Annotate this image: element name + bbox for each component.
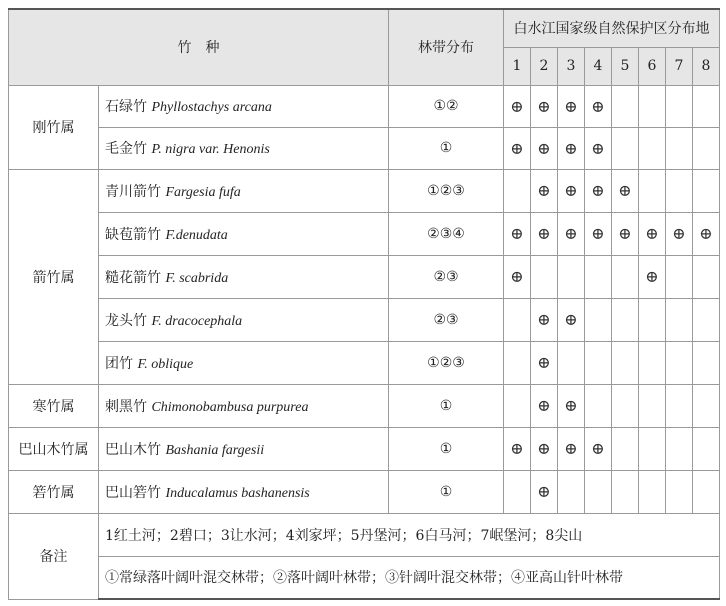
site-6-cell bbox=[639, 255, 666, 298]
forest-belt-cell: ②③④ bbox=[389, 212, 504, 255]
presence-mark: ⊕ bbox=[564, 138, 578, 158]
presence-mark: ⊕ bbox=[645, 224, 659, 243]
site-4-cell bbox=[585, 384, 612, 427]
presence-mark: ⊕ bbox=[564, 396, 578, 415]
site-header-8: 8 bbox=[693, 47, 720, 85]
site-2-cell bbox=[531, 470, 558, 513]
table-row bbox=[9, 169, 720, 212]
site-1-cell bbox=[504, 384, 531, 427]
site-1-cell bbox=[504, 427, 531, 470]
site-6-cell bbox=[639, 85, 666, 127]
site-7-cell bbox=[666, 169, 693, 212]
presence-mark: ⊕ bbox=[672, 224, 686, 243]
site-4-cell bbox=[585, 470, 612, 513]
species-chinese-name: 刺黑竹 bbox=[105, 398, 147, 415]
site-6-cell bbox=[639, 212, 666, 255]
forest-belt-cell: ① bbox=[389, 127, 504, 169]
species-chinese-name: 糙花箭竹 bbox=[105, 269, 161, 286]
site-2-cell bbox=[531, 169, 558, 212]
site-8-cell bbox=[693, 427, 720, 470]
genus-cell: 巴山木竹属 bbox=[9, 427, 99, 470]
site-header-7: 7 bbox=[666, 47, 693, 85]
site-4-cell bbox=[585, 169, 612, 212]
forest-belt-cell: ②③ bbox=[389, 255, 504, 298]
site-4-cell bbox=[585, 298, 612, 341]
presence-mark: ⊕ bbox=[699, 224, 713, 243]
site-header-2: 2 bbox=[531, 47, 558, 85]
site-2-cell bbox=[531, 85, 558, 127]
presence-mark: ⊕ bbox=[618, 224, 632, 243]
species-chinese-name: 青川箭竹 bbox=[105, 183, 161, 200]
site-6-cell bbox=[639, 384, 666, 427]
site-5-cell bbox=[612, 427, 639, 470]
species-chinese-name: 缺苞箭竹 bbox=[105, 226, 161, 243]
site-3-cell bbox=[558, 169, 585, 212]
presence-mark: ⊕ bbox=[510, 96, 524, 116]
site-3-cell bbox=[558, 470, 585, 513]
site-8-cell bbox=[693, 127, 720, 169]
site-6-cell bbox=[639, 427, 666, 470]
species-latin-name: F.denudata bbox=[165, 227, 228, 243]
species-cell bbox=[99, 298, 389, 341]
presence-mark: ⊕ bbox=[591, 138, 605, 158]
site-1-cell bbox=[504, 85, 531, 127]
table-row bbox=[9, 470, 720, 513]
site-3-cell bbox=[558, 427, 585, 470]
site-7-cell bbox=[666, 470, 693, 513]
site-header-5: 5 bbox=[612, 47, 639, 85]
site-3-cell bbox=[558, 85, 585, 127]
site-8-cell bbox=[693, 85, 720, 127]
site-7-cell bbox=[666, 127, 693, 169]
presence-mark: ⊕ bbox=[591, 439, 605, 458]
species-latin-name: F. oblique bbox=[137, 356, 194, 372]
presence-mark: ⊕ bbox=[591, 181, 605, 200]
site-header-6: 6 bbox=[639, 47, 666, 85]
site-8-cell bbox=[693, 384, 720, 427]
site-6-cell bbox=[639, 169, 666, 212]
site-1-cell bbox=[504, 212, 531, 255]
species-latin-name: Fargesia fufa bbox=[165, 184, 241, 200]
table-row bbox=[9, 384, 720, 427]
presence-mark: ⊕ bbox=[537, 224, 551, 243]
site-2-cell bbox=[531, 255, 558, 298]
site-3-cell bbox=[558, 341, 585, 384]
presence-mark: ⊕ bbox=[537, 482, 551, 501]
site-8-cell bbox=[693, 470, 720, 513]
site-5-cell bbox=[612, 212, 639, 255]
site-2-cell bbox=[531, 212, 558, 255]
notes-belts-legend: ①常绿落叶阔叶混交林带；②落叶阔叶林带；③针阔叶混交林带；④亚高山针叶林带 bbox=[99, 556, 720, 599]
site-6-cell bbox=[639, 298, 666, 341]
site-3-cell bbox=[558, 212, 585, 255]
species-cell bbox=[99, 169, 389, 212]
species-chinese-name: 巴山箬竹 bbox=[105, 484, 161, 501]
site-1-cell bbox=[504, 255, 531, 298]
species-chinese-name: 石绿竹 bbox=[105, 99, 147, 115]
site-4-cell bbox=[585, 255, 612, 298]
site-4-cell bbox=[585, 427, 612, 470]
site-2-cell bbox=[531, 127, 558, 169]
site-3-cell bbox=[558, 384, 585, 427]
presence-mark: ⊕ bbox=[645, 267, 659, 286]
site-2-cell bbox=[531, 298, 558, 341]
notes-row-belts bbox=[9, 556, 720, 599]
site-7-cell bbox=[666, 384, 693, 427]
genus-cell: 刚竹属 bbox=[9, 85, 99, 169]
species-cell bbox=[99, 255, 389, 298]
site-6-cell bbox=[639, 341, 666, 384]
table-row bbox=[9, 298, 720, 341]
site-7-cell bbox=[666, 212, 693, 255]
presence-mark: ⊕ bbox=[510, 224, 524, 243]
site-5-cell bbox=[612, 470, 639, 513]
site-6-cell bbox=[639, 470, 666, 513]
site-2-cell bbox=[531, 341, 558, 384]
forest-belt-cell: ①②③ bbox=[389, 169, 504, 212]
table-body bbox=[9, 9, 720, 599]
site-2-cell bbox=[531, 427, 558, 470]
site-4-cell bbox=[585, 341, 612, 384]
site-8-cell bbox=[693, 298, 720, 341]
forest-belt-cell: ① bbox=[389, 427, 504, 470]
species-cell bbox=[99, 470, 389, 513]
presence-mark: ⊕ bbox=[564, 310, 578, 329]
species-header: 竹 种 bbox=[9, 9, 389, 85]
site-3-cell bbox=[558, 255, 585, 298]
presence-mark: ⊕ bbox=[537, 96, 551, 116]
forest-belt-cell: ①②③ bbox=[389, 341, 504, 384]
site-7-cell bbox=[666, 298, 693, 341]
site-7-cell bbox=[666, 427, 693, 470]
species-chinese-name: 毛金竹 bbox=[105, 141, 147, 157]
site-2-cell bbox=[531, 384, 558, 427]
forest-belt-cell: ① bbox=[389, 384, 504, 427]
presence-mark: ⊕ bbox=[537, 396, 551, 415]
species-chinese-name: 龙头竹 bbox=[105, 312, 147, 329]
species-cell bbox=[99, 127, 389, 169]
forest-belt-cell: ① bbox=[389, 470, 504, 513]
genus-cell: 箬竹属 bbox=[9, 470, 99, 513]
species-latin-name: F. scabrida bbox=[165, 270, 229, 286]
presence-mark: ⊕ bbox=[564, 181, 578, 200]
site-7-cell bbox=[666, 255, 693, 298]
species-cell bbox=[99, 212, 389, 255]
species-cell bbox=[99, 427, 389, 470]
site-5-cell bbox=[612, 85, 639, 127]
site-8-cell bbox=[693, 169, 720, 212]
forest-belt-header: 林带分布 bbox=[389, 9, 504, 85]
species-cell bbox=[99, 384, 389, 427]
forest-belt-cell: ①② bbox=[389, 85, 504, 127]
presence-mark: ⊕ bbox=[510, 138, 524, 158]
table-row bbox=[9, 212, 720, 255]
notes-row-sites bbox=[9, 513, 720, 556]
site-8-cell bbox=[693, 341, 720, 384]
presence-mark: ⊕ bbox=[618, 181, 632, 200]
species-latin-name: P. nigra var. Henonis bbox=[151, 142, 270, 157]
species-latin-name: Bashania fargesii bbox=[165, 442, 265, 458]
site-1-cell bbox=[504, 169, 531, 212]
site-header-3: 3 bbox=[558, 47, 585, 85]
species-latin-name: Phyllostachys arcana bbox=[151, 100, 272, 115]
site-header-1: 1 bbox=[504, 47, 531, 85]
site-3-cell bbox=[558, 127, 585, 169]
species-cell bbox=[99, 85, 389, 127]
site-5-cell bbox=[612, 298, 639, 341]
species-latin-name: Chimonobambusa purpurea bbox=[151, 399, 309, 415]
species-chinese-name: 团竹 bbox=[105, 355, 133, 372]
site-1-cell bbox=[504, 470, 531, 513]
forest-belt-cell: ②③ bbox=[389, 298, 504, 341]
species-chinese-name: 巴山木竹 bbox=[105, 441, 161, 458]
genus-cell: 寒竹属 bbox=[9, 384, 99, 427]
presence-mark: ⊕ bbox=[591, 96, 605, 116]
site-4-cell bbox=[585, 127, 612, 169]
presence-mark: ⊕ bbox=[510, 267, 524, 286]
presence-mark: ⊕ bbox=[564, 439, 578, 458]
presence-mark: ⊕ bbox=[537, 439, 551, 458]
site-1-cell bbox=[504, 127, 531, 169]
notes-label: 备注 bbox=[9, 513, 99, 599]
genus-cell: 箭竹属 bbox=[9, 169, 99, 384]
site-4-cell bbox=[585, 212, 612, 255]
site-5-cell bbox=[612, 341, 639, 384]
site-8-cell bbox=[693, 255, 720, 298]
site-1-cell bbox=[504, 341, 531, 384]
bamboo-distribution-table bbox=[8, 8, 720, 600]
site-header-4: 4 bbox=[585, 47, 612, 85]
presence-mark: ⊕ bbox=[537, 181, 551, 200]
table-row bbox=[9, 255, 720, 298]
presence-mark: ⊕ bbox=[537, 138, 551, 158]
site-8-cell bbox=[693, 212, 720, 255]
table-row bbox=[9, 427, 720, 470]
species-cell bbox=[99, 341, 389, 384]
table-row bbox=[9, 127, 720, 169]
header-row-top bbox=[9, 9, 720, 47]
table-row bbox=[9, 341, 720, 384]
site-3-cell bbox=[558, 298, 585, 341]
species-latin-name: Inducalamus bashanensis bbox=[165, 485, 310, 501]
table-row bbox=[9, 85, 720, 127]
site-6-cell bbox=[639, 127, 666, 169]
presence-mark: ⊕ bbox=[564, 224, 578, 243]
site-5-cell bbox=[612, 169, 639, 212]
notes-sites-legend: 1红土河；2碧口；3让水河；4刘家坪；5丹堡河；6白马河；7岷堡河；8尖山 bbox=[99, 513, 720, 556]
presence-mark: ⊕ bbox=[564, 96, 578, 116]
reserve-header: 白水江国家级自然保护区分布地 bbox=[504, 9, 720, 47]
site-5-cell bbox=[612, 384, 639, 427]
presence-mark: ⊕ bbox=[510, 439, 524, 458]
site-5-cell bbox=[612, 255, 639, 298]
site-1-cell bbox=[504, 298, 531, 341]
presence-mark: ⊕ bbox=[537, 310, 551, 329]
species-latin-name: F. dracocephala bbox=[151, 313, 243, 329]
site-7-cell bbox=[666, 85, 693, 127]
presence-mark: ⊕ bbox=[537, 353, 551, 372]
presence-mark: ⊕ bbox=[591, 224, 605, 243]
site-4-cell bbox=[585, 85, 612, 127]
site-7-cell bbox=[666, 341, 693, 384]
site-5-cell bbox=[612, 127, 639, 169]
